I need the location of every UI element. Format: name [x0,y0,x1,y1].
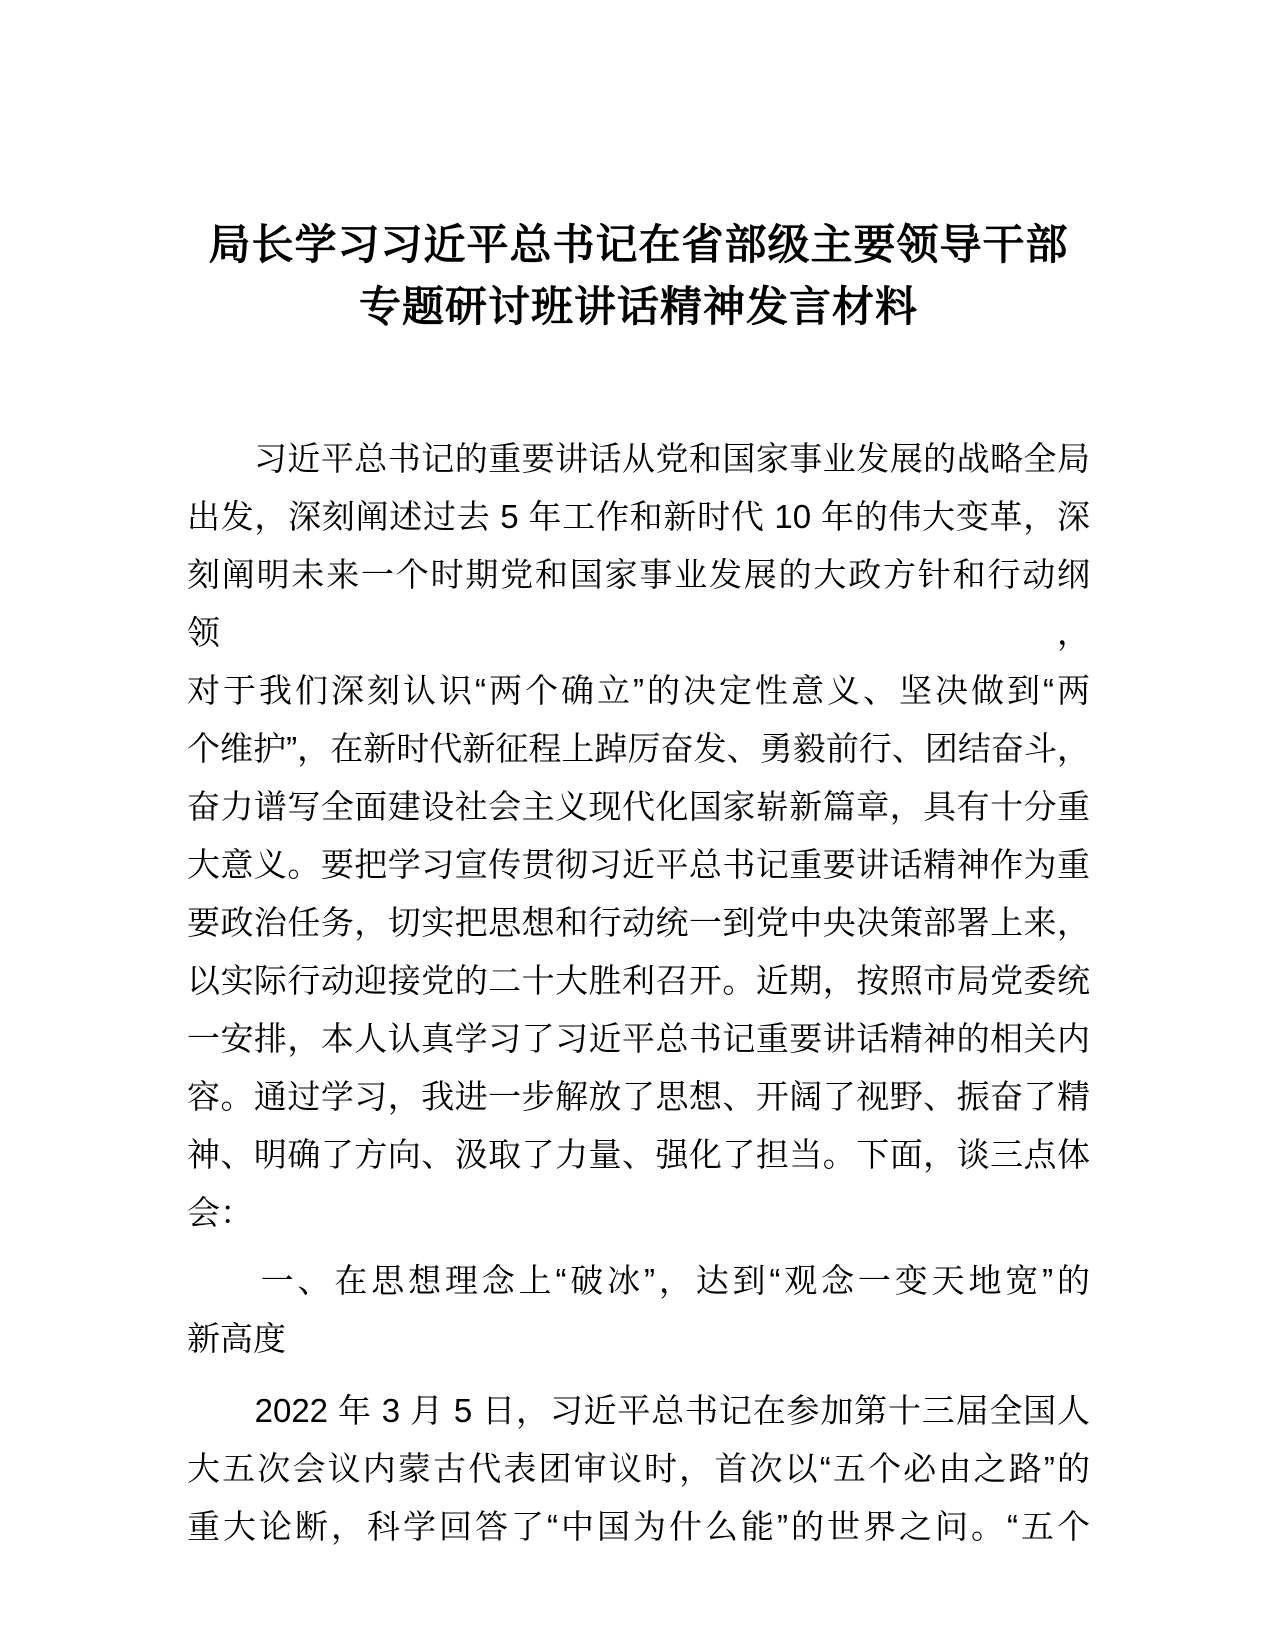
section-1-heading [187,1252,1090,1368]
text-line: 刻阐明未来一个时期党和国家事业发展的大政方针和行动纲领， [187,556,1090,651]
text-line: 神、明确了方向、汲取了力量、强化了担当。下面，谈三点体 [187,1136,1090,1173]
document-body [187,430,1090,1556]
text-line: 大意义。要把学习宣传贯彻习近平总书记重要讲话精神作为重 [187,846,1090,883]
text-line: 会： [187,1194,253,1231]
document-title [187,214,1090,338]
text-line: 个维护”，在新时代新征程上踔厉奋发、勇毅前行、团结奋斗， [187,730,1090,767]
title-line: 专题研讨班讲话精神发言材料 [358,283,918,330]
text-line: 一安排，本人认真学习了习近平总书记重要讲话精神的相关内 [187,1020,1090,1057]
text-line: 出发，深刻阐述过去 5 年工作和新时代 10 年的伟大变革，深 [187,498,1090,535]
text-line: 2022 年 3 月 5 日，习近平总书记在参加第十三届全国人 [187,1392,1090,1429]
text-line: 对于我们深刻认识“两个确立”的决定性意义、坚决做到“两 [187,672,1090,709]
text-line: 要政治任务，切实把思想和行动统一到党中央决策部署上来， [187,904,1090,941]
text-line: 一、在思想理念上“破冰”，达到“观念一变天地宽”的 [187,1262,1090,1299]
text-line: 重大论断，科学回答了“中国为什么能”的世界之问。“五个 [187,1508,1090,1545]
text-line: 以实际行动迎接党的二十大胜利召开。近期，按照市局党委统 [187,962,1090,999]
intro-paragraph [187,430,1090,1242]
text-line: 大五次会议内蒙古代表团审议时，首次以“五个必由之路”的 [187,1450,1090,1487]
text-line: 新高度 [187,1320,286,1357]
text-line: 容。通过学习，我进一步解放了思想、开阔了视野、振奋了精 [187,1078,1090,1115]
section-1-paragraph-1 [187,1382,1090,1556]
text-line: 奋力谱写全面建设社会主义现代化国家崭新篇章，具有十分重 [187,788,1090,825]
text-line: 习近平总书记的重要讲话从党和国家事业发展的战略全局 [187,440,1090,477]
title-line: 局长学习习近平总书记在省部级主要领导干部 [208,221,1069,268]
